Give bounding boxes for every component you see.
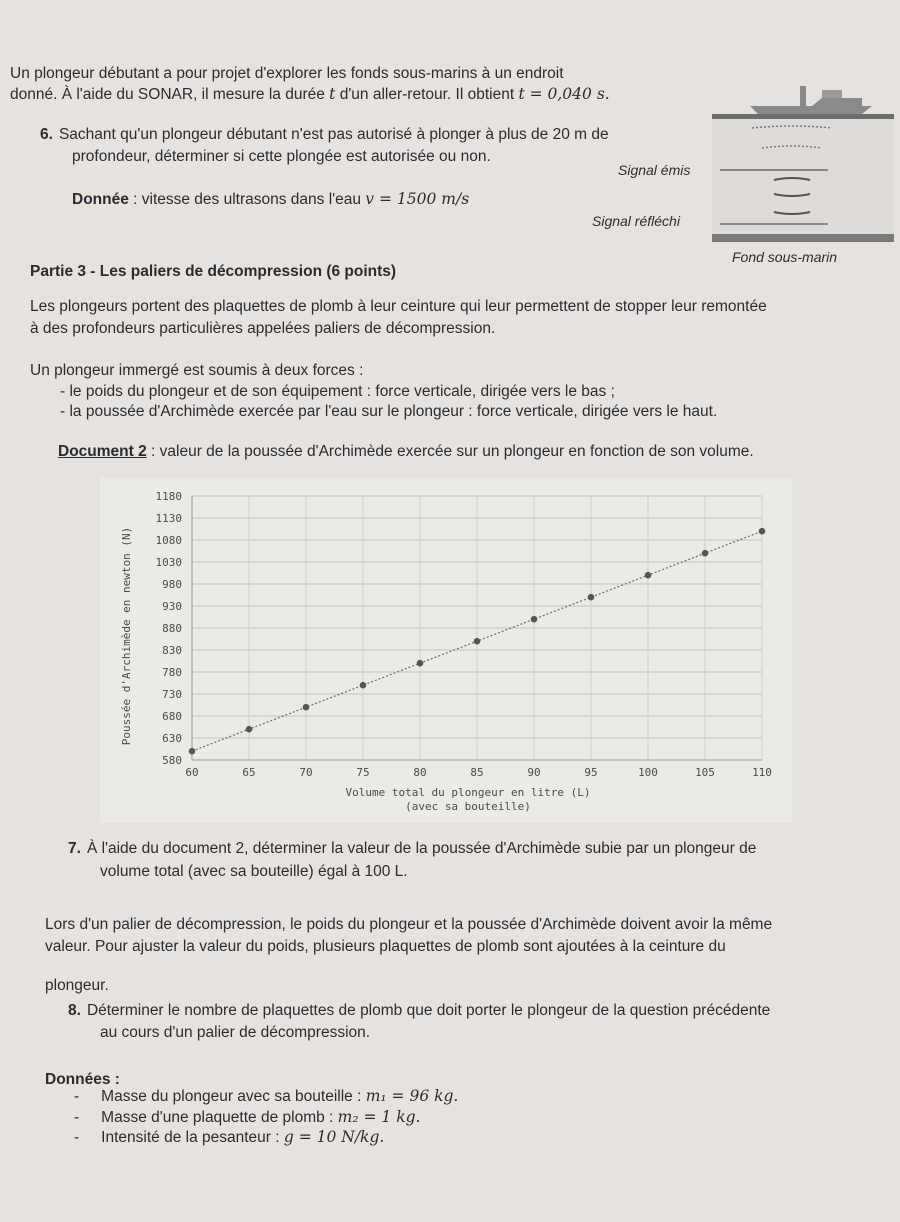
question-8-line-1 xyxy=(68,1000,770,1021)
data-point xyxy=(474,638,481,645)
x-tick-label: 85 xyxy=(470,766,484,779)
data-label: Donnée xyxy=(72,191,129,208)
document-2-text: : valeur de la poussée d'Archimède exercée sur un plongeur en fonction de son volume. xyxy=(146,443,754,460)
donnee-eq-3: g = 10 N/kg. xyxy=(283,1128,385,1146)
intro-t-value: t = 0,040 s. xyxy=(518,85,610,103)
intro-text-a: donné. À l'aide du SONAR, il mesure la durée xyxy=(10,86,330,103)
data-text: : vitesse des ultrasons dans l'eau xyxy=(128,191,366,208)
y-tick-label: 680 xyxy=(162,710,182,723)
donnee-item-3 xyxy=(74,1127,384,1148)
data-point xyxy=(759,528,766,535)
question-7-line-2: volume total (avec sa bouteille) égal à 100 L. xyxy=(100,863,408,880)
question-6-line-2: profondeur, déterminer si cette plongée est autorisée ou non. xyxy=(72,148,491,165)
question-7-line-1 xyxy=(68,838,756,859)
x-tick-label: 75 xyxy=(356,766,370,779)
donnee-bullet-3: - xyxy=(74,1129,80,1146)
intro-line-1: Un plongeur débutant a pour projet d'explorer les fonds sous-marins à un endroit xyxy=(10,65,564,82)
question-8-text: Déterminer le nombre de plaquettes de plomb que doit porter le plongeur de la question précédente xyxy=(86,1002,771,1019)
archimedes-chart xyxy=(100,478,792,823)
paragraph-line-3: plongeur. xyxy=(45,977,109,994)
part-3-para-line-2: à des profondeurs particulières appelées paliers de décompression. xyxy=(30,320,496,337)
question-8-number: 8. xyxy=(68,1002,81,1019)
question-8-line-2: au cours d'un palier de décompression. xyxy=(100,1024,371,1041)
y-tick-label: 1180 xyxy=(155,490,182,503)
paragraph-line-1: Lors d'un palier de décompression, le poids du plongeur et la poussée d'Archimède doivent avoir la même xyxy=(45,916,773,933)
part-3-title: Partie 3 - Les paliers de décompression (6 points) xyxy=(30,263,397,280)
x-tick-label: 80 xyxy=(413,766,427,779)
y-tick-label: 830 xyxy=(162,644,182,657)
intro-var-t: t xyxy=(329,85,336,103)
y-axis-label: Poussée d'Archimède en newton (N) xyxy=(120,526,133,746)
forces-intro: Un plongeur immergé est soumis à deux forces : xyxy=(30,362,364,379)
force-archimedes: - la poussée d'Archimède exercée par l'eau sur le plongeur : force verticale, dirigée vers le haut. xyxy=(60,403,718,420)
donnees-title: Données : xyxy=(45,1071,120,1088)
donnee-text-3: Intensité de la pesanteur : xyxy=(101,1129,284,1146)
y-tick-label: 980 xyxy=(162,578,182,591)
document-2-caption xyxy=(58,441,754,462)
data-point xyxy=(189,748,196,755)
x-tick-label: 70 xyxy=(299,766,313,779)
sonar-diagram xyxy=(712,72,894,268)
data-point xyxy=(417,660,424,667)
intro-line-2 xyxy=(10,84,610,105)
data-point xyxy=(645,572,652,579)
x-tick-label: 100 xyxy=(638,766,658,779)
y-tick-label: 1030 xyxy=(155,556,182,569)
signal-emitted-label: Signal émis xyxy=(618,162,691,178)
data-point xyxy=(360,682,367,689)
water-surface xyxy=(712,114,894,119)
data-point xyxy=(246,726,253,733)
x-tick-label: 90 xyxy=(527,766,541,779)
question-7-number: 7. xyxy=(68,840,81,857)
donnee-item-2 xyxy=(74,1107,420,1128)
y-tick-label: 580 xyxy=(162,754,182,767)
water-column xyxy=(712,119,894,234)
y-tick-label: 930 xyxy=(162,600,182,613)
signal-reflected-label: Signal réfléchi xyxy=(592,213,680,229)
donnee-item-1 xyxy=(74,1086,458,1107)
x-tick-label: 60 xyxy=(185,766,199,779)
donnee-bullet-1: - xyxy=(74,1088,80,1105)
donnee-eq-1: m₁ = 96 kg. xyxy=(365,1087,459,1105)
y-tick-label: 1080 xyxy=(155,534,182,547)
paragraph-line-2: valeur. Pour ajuster la valeur du poids, plusieurs plaquettes de plomb sont ajoutées à la ceinture du xyxy=(45,938,726,955)
intro-text-b: d'un aller-retour. Il obtient xyxy=(335,86,519,103)
question-6-line-1 xyxy=(40,124,609,145)
part-3-para-line-1: Les plongeurs portent des plaquettes de plomb à leur ceinture qui leur permettent de stopper leur remontée xyxy=(30,298,767,315)
data-point xyxy=(702,550,709,557)
question-6-text: Sachant qu'un plongeur débutant n'est pas autorisé à plonger à plus de 20 m de xyxy=(58,126,609,143)
x-axis-label: Volume total du plongeur en litre (L) xyxy=(345,786,591,799)
y-tick-label: 780 xyxy=(162,666,182,679)
force-weight: - le poids du plongeur et de son équipement : force verticale, dirigée vers le bas ; xyxy=(60,383,615,400)
question-6-data xyxy=(72,189,469,210)
document-2-label: Document 2 xyxy=(58,443,147,460)
chart-svg xyxy=(100,478,792,823)
donnee-text-1: Masse du plongeur avec sa bouteille : xyxy=(101,1088,366,1105)
y-tick-label: 880 xyxy=(162,622,182,635)
y-tick-label: 1130 xyxy=(155,512,182,525)
x-tick-label: 105 xyxy=(695,766,715,779)
seabed-label: Fond sous-marin xyxy=(732,249,838,265)
donnee-eq-2: m₂ = 1 kg. xyxy=(337,1108,421,1126)
y-tick-label: 730 xyxy=(162,688,182,701)
data-point xyxy=(303,704,310,711)
x-tick-label: 65 xyxy=(242,766,256,779)
x-tick-label: 95 xyxy=(584,766,598,779)
seabed xyxy=(712,234,894,242)
donnee-bullet-2: - xyxy=(74,1109,80,1126)
data-point xyxy=(531,616,538,623)
question-7-text: À l'aide du document 2, déterminer la valeur de la poussée d'Archimède subie par un plongeur de xyxy=(86,840,757,857)
chart-grid xyxy=(192,496,762,760)
data-point xyxy=(588,594,595,601)
donnee-text-2: Masse d'une plaquette de plomb : xyxy=(101,1109,338,1126)
y-tick-label: 630 xyxy=(162,732,182,745)
x-axis-label-2: (avec sa bouteille) xyxy=(405,800,531,813)
x-tick-labels xyxy=(185,766,772,779)
y-tick-labels xyxy=(156,490,183,767)
question-6-number: 6. xyxy=(40,126,53,143)
boat-icon xyxy=(750,86,872,114)
x-tick-label: 110 xyxy=(752,766,772,779)
ultrasound-speed: v = 1500 m/s xyxy=(365,190,470,208)
